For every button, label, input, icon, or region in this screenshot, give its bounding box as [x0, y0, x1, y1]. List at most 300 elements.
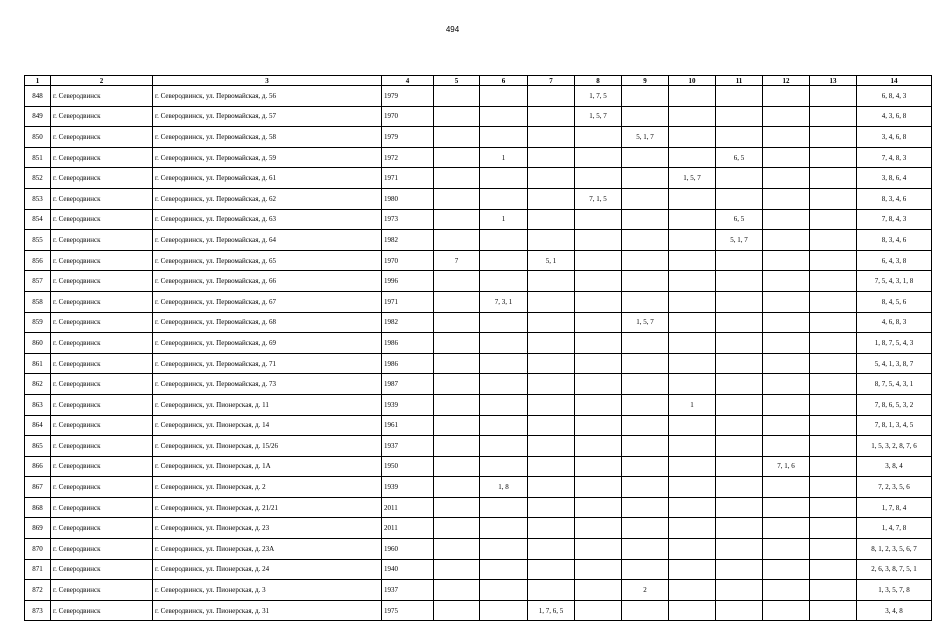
table-cell-col-9: [622, 147, 669, 168]
column-header-8: 8: [575, 76, 622, 86]
column-header-5: 5: [434, 76, 480, 86]
table-cell-col-11: [716, 415, 763, 436]
table-cell-col-9: [622, 374, 669, 395]
table-cell-col-14: 3, 8, 4: [857, 456, 932, 477]
column-header-13: 13: [810, 76, 857, 86]
settlement-cell: г. Северодвинск: [51, 497, 153, 518]
settlement-cell: г. Северодвинск: [51, 250, 153, 271]
settlement-cell: г. Северодвинск: [51, 394, 153, 415]
table-cell-col-12: [763, 333, 810, 354]
table-cell-col-6: [480, 230, 528, 251]
table-cell-col-5: [434, 127, 480, 148]
table-cell-col-6: 1: [480, 209, 528, 230]
table-cell-col-13: [810, 353, 857, 374]
table-cell-col-9: [622, 271, 669, 292]
table-cell-col-14: 8, 4, 5, 6: [857, 291, 932, 312]
table-cell-col-12: [763, 209, 810, 230]
table-cell-col-11: [716, 291, 763, 312]
table-row: [25, 127, 932, 148]
table-cell-col-6: [480, 86, 528, 107]
table-cell-col-7: [528, 353, 575, 374]
table-cell-col-12: [763, 86, 810, 107]
table-cell-col-5: [434, 168, 480, 189]
table-cell-col-14: 6, 4, 3, 8: [857, 250, 932, 271]
table-cell-col-8: [575, 518, 622, 539]
table-cell-col-9: [622, 209, 669, 230]
table-cell-col-9: [622, 600, 669, 621]
table-cell-col-10: [669, 415, 716, 436]
table-cell-col-13: [810, 580, 857, 601]
table-row: [25, 106, 932, 127]
table-cell-col-6: [480, 271, 528, 292]
year-cell: 1937: [382, 436, 434, 457]
table-cell-col-14: 7, 4, 8, 3: [857, 147, 932, 168]
table-cell-col-14: 7, 5, 4, 3, 1, 8: [857, 271, 932, 292]
table-cell-col-12: [763, 230, 810, 251]
table-cell-col-11: [716, 580, 763, 601]
table-cell-col-9: [622, 436, 669, 457]
table-cell-col-8: [575, 477, 622, 498]
table-cell-col-7: [528, 333, 575, 354]
row-number: 860: [25, 333, 51, 354]
table-row: [25, 456, 932, 477]
table-cell-col-12: [763, 394, 810, 415]
table-cell-col-6: [480, 456, 528, 477]
table-cell-col-10: [669, 209, 716, 230]
table-row: [25, 312, 932, 333]
row-number: 854: [25, 209, 51, 230]
table-cell-col-14: 3, 4, 6, 8: [857, 127, 932, 148]
table-cell-col-12: [763, 271, 810, 292]
table-header: [25, 76, 932, 86]
table-row: [25, 209, 932, 230]
table-cell-col-11: [716, 353, 763, 374]
table-cell-col-12: [763, 127, 810, 148]
table-cell-col-6: [480, 600, 528, 621]
address-cell: г. Северодвинск, ул. Пионерская, д. 24: [153, 559, 382, 580]
row-number: 852: [25, 168, 51, 189]
table-cell-col-9: [622, 559, 669, 580]
table-cell-col-7: 1, 7, 6, 5: [528, 600, 575, 621]
table-cell-col-6: [480, 374, 528, 395]
table-cell-col-10: [669, 291, 716, 312]
table-cell-col-6: [480, 518, 528, 539]
table-row: [25, 518, 932, 539]
table-cell-col-11: [716, 168, 763, 189]
table-cell-col-8: [575, 209, 622, 230]
row-number: 873: [25, 600, 51, 621]
row-number: 865: [25, 436, 51, 457]
column-header-12: 12: [763, 76, 810, 86]
table-cell-col-11: [716, 127, 763, 148]
column-header-6: 6: [480, 76, 528, 86]
table-cell-col-7: [528, 374, 575, 395]
year-cell: 1970: [382, 106, 434, 127]
row-number: 855: [25, 230, 51, 251]
table-cell-col-9: [622, 353, 669, 374]
row-number: 872: [25, 580, 51, 601]
table-cell-col-7: [528, 127, 575, 148]
table-cell-col-5: [434, 86, 480, 107]
table-cell-col-12: [763, 168, 810, 189]
table-cell-col-5: [434, 188, 480, 209]
row-number: 848: [25, 86, 51, 107]
table-cell-col-10: [669, 312, 716, 333]
table-cell-col-8: [575, 436, 622, 457]
table-cell-col-13: [810, 456, 857, 477]
table-cell-col-8: [575, 250, 622, 271]
address-cell: г. Северодвинск, ул. Первомайская, д. 58: [153, 127, 382, 148]
column-header-7: 7: [528, 76, 575, 86]
table-cell-col-11: [716, 271, 763, 292]
table-cell-col-14: 6, 8, 4, 3: [857, 86, 932, 107]
table-cell-col-8: 7, 1, 5: [575, 188, 622, 209]
table-cell-col-5: [434, 312, 480, 333]
year-cell: 1950: [382, 456, 434, 477]
table-cell-col-7: [528, 436, 575, 457]
table-cell-col-12: 7, 1, 6: [763, 456, 810, 477]
table-cell-col-9: [622, 497, 669, 518]
address-cell: г. Северодвинск, ул. Первомайская, д. 66: [153, 271, 382, 292]
table-cell-col-7: [528, 497, 575, 518]
table-cell-col-8: 1, 7, 5: [575, 86, 622, 107]
year-cell: 1987: [382, 374, 434, 395]
table-cell-col-13: [810, 559, 857, 580]
table-row: [25, 188, 932, 209]
row-number: 856: [25, 250, 51, 271]
year-cell: 1979: [382, 86, 434, 107]
year-cell: 1971: [382, 168, 434, 189]
table-cell-col-6: [480, 436, 528, 457]
table-cell-col-13: [810, 250, 857, 271]
table-cell-col-14: 7, 8, 6, 5, 3, 2: [857, 394, 932, 415]
table-cell-col-10: [669, 374, 716, 395]
table-cell-col-5: [434, 436, 480, 457]
settlement-cell: г. Северодвинск: [51, 168, 153, 189]
table-cell-col-7: [528, 291, 575, 312]
table-cell-col-7: [528, 106, 575, 127]
settlement-cell: г. Северодвинск: [51, 147, 153, 168]
table-cell-col-7: [528, 86, 575, 107]
table-cell-col-14: 3, 8, 6, 4: [857, 168, 932, 189]
address-cell: г. Северодвинск, ул. Первомайская, д. 59: [153, 147, 382, 168]
year-cell: 2011: [382, 518, 434, 539]
table-cell-col-10: [669, 353, 716, 374]
table-cell-col-13: [810, 209, 857, 230]
table-cell-col-14: 4, 6, 8, 3: [857, 312, 932, 333]
row-number: 851: [25, 147, 51, 168]
table-cell-col-10: 1, 5, 7: [669, 168, 716, 189]
table-cell-col-13: [810, 106, 857, 127]
table-cell-col-13: [810, 291, 857, 312]
table-cell-col-12: [763, 147, 810, 168]
table-row: [25, 580, 932, 601]
table-row: [25, 477, 932, 498]
row-number: 863: [25, 394, 51, 415]
table-cell-col-9: [622, 333, 669, 354]
settlement-cell: г. Северодвинск: [51, 415, 153, 436]
table-row: [25, 497, 932, 518]
year-cell: 1982: [382, 312, 434, 333]
table-cell-col-7: [528, 415, 575, 436]
table-cell-col-9: [622, 86, 669, 107]
table-cell-col-11: [716, 518, 763, 539]
year-cell: 1971: [382, 291, 434, 312]
table-cell-col-14: 8, 1, 2, 3, 5, 6, 7: [857, 539, 932, 560]
table-cell-col-5: [434, 374, 480, 395]
table-cell-col-13: [810, 477, 857, 498]
year-cell: 1940: [382, 559, 434, 580]
address-cell: г. Северодвинск, ул. Первомайская, д. 68: [153, 312, 382, 333]
table-cell-col-12: [763, 497, 810, 518]
table-cell-col-12: [763, 353, 810, 374]
year-cell: 1986: [382, 353, 434, 374]
table-cell-col-11: [716, 436, 763, 457]
table-cell-col-10: [669, 559, 716, 580]
table-cell-col-13: [810, 518, 857, 539]
table-cell-col-7: [528, 559, 575, 580]
column-header-4: 4: [382, 76, 434, 86]
table-row: [25, 291, 932, 312]
year-cell: 1980: [382, 188, 434, 209]
table-cell-col-10: [669, 127, 716, 148]
row-number: 857: [25, 271, 51, 292]
table-cell-col-11: [716, 188, 763, 209]
table-cell-col-6: [480, 312, 528, 333]
table-row: [25, 147, 932, 168]
table-row: [25, 374, 932, 395]
page-number: 494: [445, 25, 460, 34]
table-row: [25, 436, 932, 457]
row-number: 871: [25, 559, 51, 580]
table-cell-col-12: [763, 518, 810, 539]
table-cell-col-8: [575, 539, 622, 560]
address-cell: г. Северодвинск, ул. Пионерская, д. 1А: [153, 456, 382, 477]
address-cell: г. Северодвинск, ул. Первомайская, д. 57: [153, 106, 382, 127]
table-cell-col-14: 4, 3, 6, 8: [857, 106, 932, 127]
year-cell: 1986: [382, 333, 434, 354]
column-header-9: 9: [622, 76, 669, 86]
table-cell-col-10: [669, 188, 716, 209]
row-number: 859: [25, 312, 51, 333]
table-cell-col-7: [528, 518, 575, 539]
year-cell: 1961: [382, 415, 434, 436]
table-row: [25, 250, 932, 271]
table-cell-col-9: [622, 188, 669, 209]
settlement-cell: г. Северодвинск: [51, 559, 153, 580]
column-header-3: 3: [153, 76, 382, 86]
address-cell: г. Северодвинск, ул. Пионерская, д. 23: [153, 518, 382, 539]
table-cell-col-5: [434, 477, 480, 498]
table-cell-col-10: [669, 147, 716, 168]
table-cell-col-7: [528, 168, 575, 189]
table-cell-col-5: [434, 559, 480, 580]
table-cell-col-11: [716, 86, 763, 107]
table-cell-col-11: [716, 477, 763, 498]
table-cell-col-8: [575, 394, 622, 415]
table-cell-col-13: [810, 539, 857, 560]
table-cell-col-10: [669, 106, 716, 127]
settlement-cell: г. Северодвинск: [51, 518, 153, 539]
table-cell-col-7: [528, 394, 575, 415]
table-cell-col-10: [669, 600, 716, 621]
table-cell-col-13: [810, 312, 857, 333]
address-cell: г. Северодвинск, ул. Первомайская, д. 56: [153, 86, 382, 107]
table-cell-col-12: [763, 291, 810, 312]
table-cell-col-12: [763, 106, 810, 127]
table-cell-col-10: [669, 86, 716, 107]
table-cell-col-6: 7, 3, 1: [480, 291, 528, 312]
settlement-cell: г. Северодвинск: [51, 106, 153, 127]
table-cell-col-13: [810, 333, 857, 354]
address-cell: г. Северодвинск, ул. Пионерская, д. 31: [153, 600, 382, 621]
address-cell: г. Северодвинск, ул. Первомайская, д. 65: [153, 250, 382, 271]
table-cell-col-13: [810, 168, 857, 189]
table-cell-col-5: [434, 456, 480, 477]
table-cell-col-8: [575, 230, 622, 251]
table-cell-col-14: 1, 7, 8, 4: [857, 497, 932, 518]
table-cell-col-14: 7, 8, 1, 3, 4, 5: [857, 415, 932, 436]
table-body: [25, 86, 932, 621]
table-cell-col-11: [716, 333, 763, 354]
column-header-11: 11: [716, 76, 763, 86]
table-cell-col-9: [622, 230, 669, 251]
table-cell-col-10: [669, 497, 716, 518]
table-row: [25, 230, 932, 251]
table-cell-col-6: [480, 353, 528, 374]
table-cell-col-5: [434, 333, 480, 354]
settlement-cell: г. Северодвинск: [51, 477, 153, 498]
table-cell-col-6: [480, 497, 528, 518]
table-cell-col-12: [763, 477, 810, 498]
table-cell-col-14: 7, 8, 4, 3: [857, 209, 932, 230]
address-cell: г. Северодвинск, ул. Первомайская, д. 64: [153, 230, 382, 251]
address-cell: г. Северодвинск, ул. Первомайская, д. 71: [153, 353, 382, 374]
table-cell-col-9: [622, 168, 669, 189]
table-cell-col-8: [575, 353, 622, 374]
row-number: 864: [25, 415, 51, 436]
year-cell: 1979: [382, 127, 434, 148]
table-cell-col-10: [669, 580, 716, 601]
table-cell-col-8: [575, 271, 622, 292]
table-cell-col-13: [810, 415, 857, 436]
year-cell: 1972: [382, 147, 434, 168]
table-cell-col-5: [434, 106, 480, 127]
address-cell: г. Северодвинск, ул. Пионерская, д. 3: [153, 580, 382, 601]
table-cell-col-14: 1, 3, 5, 7, 8: [857, 580, 932, 601]
table-row: [25, 539, 932, 560]
table-cell-col-10: [669, 333, 716, 354]
table-cell-col-13: [810, 394, 857, 415]
table-cell-col-7: [528, 209, 575, 230]
table-cell-col-10: [669, 271, 716, 292]
table-cell-col-11: [716, 456, 763, 477]
row-number: 858: [25, 291, 51, 312]
table-cell-col-13: [810, 127, 857, 148]
column-header-1: 1: [25, 76, 51, 86]
settlement-cell: г. Северодвинск: [51, 353, 153, 374]
table-cell-col-5: [434, 497, 480, 518]
table-cell-col-6: [480, 106, 528, 127]
table-cell-col-5: [434, 353, 480, 374]
table-cell-col-11: [716, 312, 763, 333]
table-cell-col-5: [434, 147, 480, 168]
table-cell-col-12: [763, 436, 810, 457]
table-cell-col-8: [575, 312, 622, 333]
table-cell-col-6: [480, 250, 528, 271]
table-cell-col-7: [528, 539, 575, 560]
table-cell-col-13: [810, 86, 857, 107]
row-number: 868: [25, 497, 51, 518]
table-cell-col-7: [528, 580, 575, 601]
table-cell-col-12: [763, 580, 810, 601]
address-cell: г. Северодвинск, ул. Пионерская, д. 23А: [153, 539, 382, 560]
table-cell-col-12: [763, 539, 810, 560]
table-cell-col-5: [434, 271, 480, 292]
table-cell-col-11: [716, 394, 763, 415]
table-cell-col-9: [622, 250, 669, 271]
column-header-10: 10: [669, 76, 716, 86]
table-cell-col-5: [434, 394, 480, 415]
table-row: [25, 271, 932, 292]
address-cell: г. Северодвинск, ул. Первомайская, д. 67: [153, 291, 382, 312]
table-cell-col-14: 1, 5, 3, 2, 8, 7, 6: [857, 436, 932, 457]
year-cell: 1975: [382, 600, 434, 621]
row-number: 853: [25, 188, 51, 209]
settlement-cell: г. Северодвинск: [51, 333, 153, 354]
row-number: 862: [25, 374, 51, 395]
table-cell-col-8: [575, 497, 622, 518]
address-cell: г. Северодвинск, ул. Пионерская, д. 21/21: [153, 497, 382, 518]
table-cell-col-8: [575, 168, 622, 189]
settlement-cell: г. Северодвинск: [51, 209, 153, 230]
table-cell-col-13: [810, 230, 857, 251]
table-cell-col-10: [669, 539, 716, 560]
table-cell-col-7: [528, 271, 575, 292]
table-cell-col-6: [480, 539, 528, 560]
table-cell-col-10: [669, 477, 716, 498]
table-cell-col-7: [528, 230, 575, 251]
settlement-cell: г. Северодвинск: [51, 86, 153, 107]
table-cell-col-7: [528, 456, 575, 477]
address-cell: г. Северодвинск, ул. Пионерская, д. 2: [153, 477, 382, 498]
table-row: [25, 394, 932, 415]
row-number: 850: [25, 127, 51, 148]
table-cell-col-9: [622, 291, 669, 312]
table-cell-col-10: 1: [669, 394, 716, 415]
table-cell-col-11: [716, 600, 763, 621]
settlement-cell: г. Северодвинск: [51, 188, 153, 209]
table-cell-col-10: [669, 456, 716, 477]
address-cell: г. Северодвинск, ул. Пионерская, д. 11: [153, 394, 382, 415]
table-row: [25, 600, 932, 621]
table-cell-col-7: [528, 477, 575, 498]
table-cell-col-9: [622, 518, 669, 539]
settlement-cell: г. Северодвинск: [51, 127, 153, 148]
table-cell-col-8: 1, 5, 7: [575, 106, 622, 127]
table-cell-col-6: [480, 333, 528, 354]
table-cell-col-9: [622, 394, 669, 415]
table-cell-col-6: [480, 168, 528, 189]
table-cell-col-14: 8, 7, 5, 4, 3, 1: [857, 374, 932, 395]
table-cell-col-8: [575, 456, 622, 477]
table-cell-col-12: [763, 374, 810, 395]
table-cell-col-9: 1, 5, 7: [622, 312, 669, 333]
table-cell-col-6: 1, 8: [480, 477, 528, 498]
settlement-cell: г. Северодвинск: [51, 291, 153, 312]
table-cell-col-12: [763, 600, 810, 621]
table-cell-col-12: [763, 188, 810, 209]
